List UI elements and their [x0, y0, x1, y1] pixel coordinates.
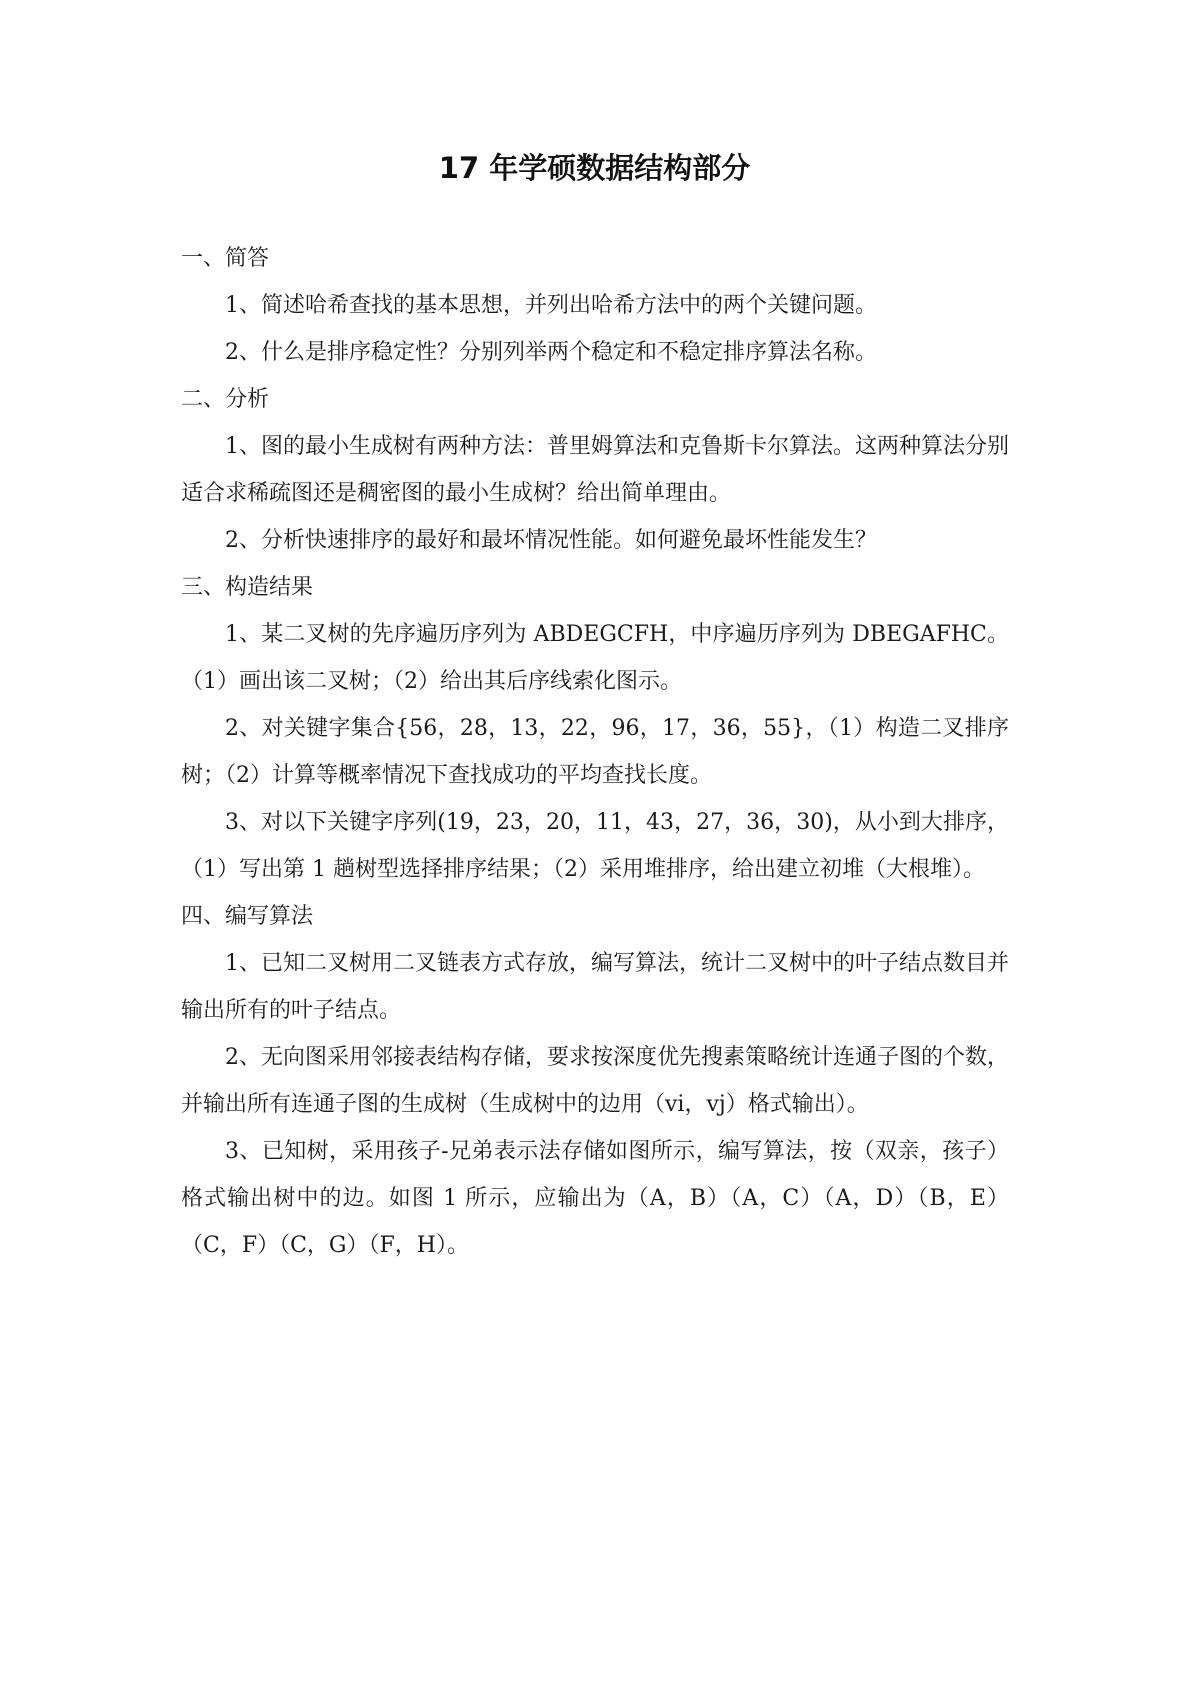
section-construct-results — [181, 564, 1009, 893]
question-item: 1、简述哈希查找的基本思想，并列出哈希方法中的两个关键问题。 — [225, 293, 877, 318]
document-body — [181, 235, 1009, 1269]
question-item: 2、对关键字集合{56，28，13，22，96，17，36，55}，（1）构造二叉排序树；（2）计算等概率情况下查找成功的平均查找长度。 — [181, 716, 1009, 788]
section-short-answer — [181, 235, 1009, 376]
section-heading: 三、构造结果 — [181, 575, 314, 600]
question-item: 3、对以下关键字序列(19，23，20，11，43，27，36，30)，从小到大排序，（1）写出第 1 趟树型选择排序结果；（2）采用堆排序，给出建立初堆（大根堆）。 — [181, 810, 1009, 882]
section-write-algorithms — [181, 893, 1009, 1269]
question-item: 1、已知二叉树用二叉链表方式存放，编写算法，统计二叉树中的叶子结点数目并输出所有的叶子结点。 — [181, 951, 1009, 1023]
question-item: 1、某二叉树的先序遍历序列为 ABDEGCFH，中序遍历序列为 DBEGAFHC。（1）画出该二叉树；（2）给出其后序线索化图示。 — [181, 622, 1009, 694]
question-item: 3、已知树，采用孩子-兄弟表示法存储如图所示，编写算法，按（双亲，孩子）格式输出树中的边。如图 1 所示，应输出为（A，B）（A，C）（A，D）（B，E）（C，F）（C，G）（F，H）。 — [181, 1139, 1009, 1258]
question-item: 2、无向图采用邻接表结构存储，要求按深度优先搜素策略统计连通子图的个数，并输出所有连通子图的生成树（生成树中的边用（vi，vj）格式输出）。 — [181, 1045, 1009, 1117]
question-item: 2、什么是排序稳定性？分别列举两个稳定和不稳定排序算法名称。 — [225, 340, 877, 365]
document-title: 17 年学硕数据结构部分 — [438, 151, 751, 185]
section-heading: 一、简答 — [181, 246, 270, 271]
question-item: 1、图的最小生成树有两种方法：普里姆算法和克鲁斯卡尔算法。这两种算法分别适合求稀疏图还是稠密图的最小生成树？给出简单理由。 — [181, 434, 1009, 506]
section-heading: 二、分析 — [181, 387, 270, 412]
section-heading: 四、编写算法 — [181, 904, 314, 929]
section-analysis — [181, 376, 1009, 564]
question-item: 2、分析快速排序的最好和最坏情况性能。如何避免最坏性能发生？ — [225, 528, 877, 553]
